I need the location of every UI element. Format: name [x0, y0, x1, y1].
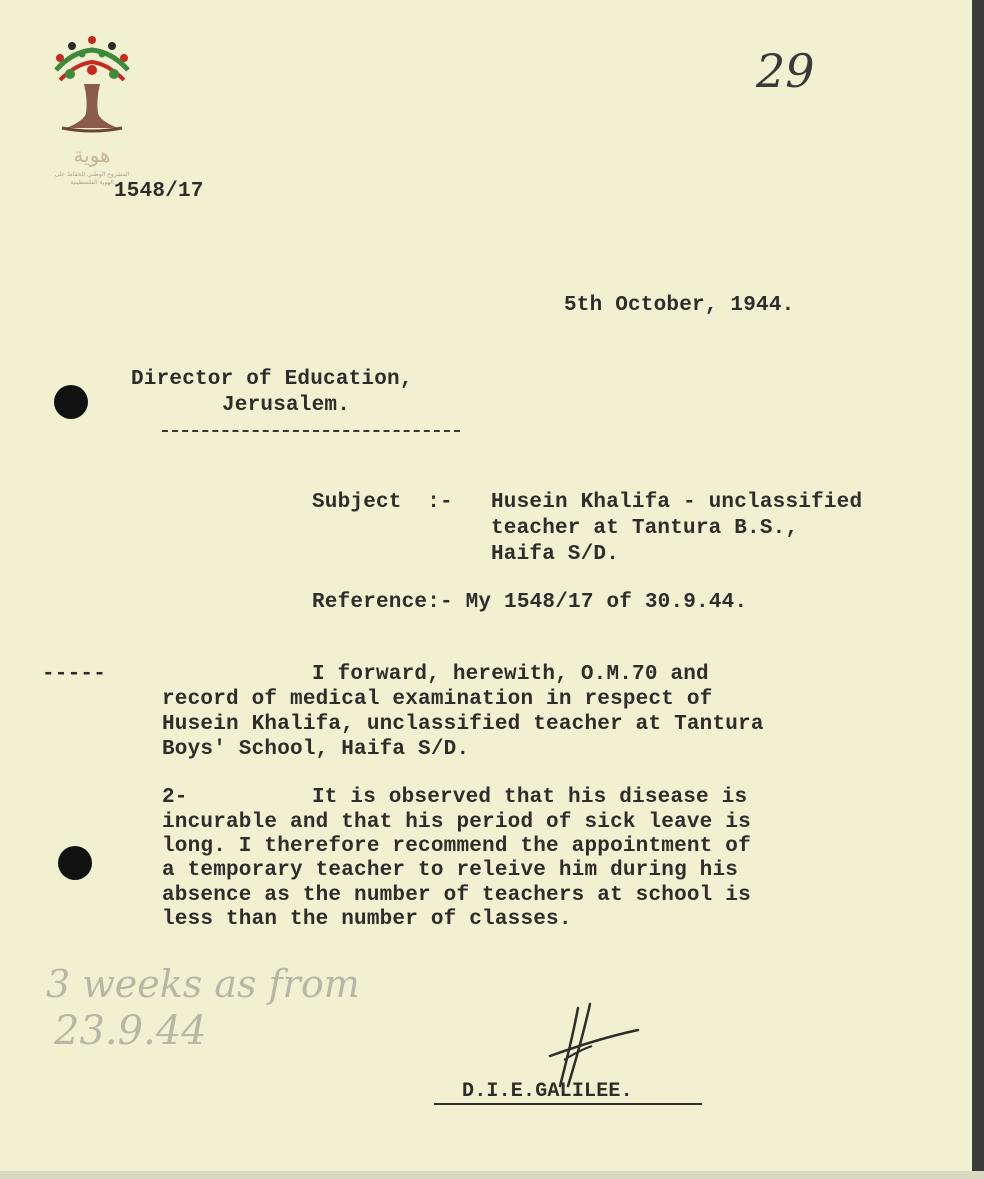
- subject-line: Haifa S/D.: [491, 543, 620, 566]
- signature-name: D.I.E.GALILEE.: [462, 1080, 633, 1103]
- svg-text:هوية: هوية: [73, 143, 111, 167]
- paragraph-line: I forward, herewith, O.M.70 and: [312, 663, 709, 686]
- reference-line: Reference:- My 1548/17 of 30.9.44.: [312, 591, 748, 614]
- recipient-line1: Director of Education,: [131, 368, 413, 391]
- paragraph-line: record of medical examination in respect of: [162, 688, 713, 711]
- tree-logo-icon: [42, 30, 142, 190]
- paragraph-line: Boys' School, Haifa S/D.: [162, 738, 470, 761]
- file-reference: 1548/17: [114, 180, 204, 203]
- paragraph-line: less than the number of classes.: [162, 908, 572, 931]
- page-edge: [972, 0, 984, 1179]
- paragraph-line: a temporary teacher to releive him during his: [162, 859, 739, 882]
- signature-underline: [434, 1103, 702, 1105]
- margin-dashes: -----: [42, 663, 107, 686]
- page-bottom-edge: [0, 1171, 984, 1179]
- punch-hole-top: [54, 385, 88, 419]
- punch-hole-bottom: [58, 846, 92, 880]
- svg-text:الهوية الفلسطينية: الهوية الفلسطينية: [70, 179, 114, 186]
- subject-label: Subject :-: [312, 491, 453, 514]
- recipient-line2: Jerusalem.: [222, 394, 351, 417]
- paragraph-line: Husein Khalifa, unclassified teacher at Tantura: [162, 713, 764, 736]
- handwritten-note-line2: 23.9.44: [54, 1008, 207, 1054]
- tree-logo: [42, 30, 142, 190]
- paragraph-line: absence as the number of teachers at school is: [162, 884, 751, 907]
- page-number: 29: [756, 44, 815, 98]
- paragraph-number: 2-: [162, 786, 188, 809]
- paragraph-line: incurable and that his period of sick leave is: [162, 811, 751, 834]
- handwritten-note-line1: 3 weeks as from: [46, 962, 360, 1006]
- letter-date: 5th October, 1944.: [564, 294, 795, 317]
- paragraph-line: It is observed that his disease is: [312, 786, 748, 809]
- subject-line: Husein Khalifa - unclassified: [491, 491, 863, 514]
- paragraph-line: long. I therefore recommend the appointment of: [162, 835, 751, 858]
- svg-text:المشروع الوطني للحفاظ على: المشروع الوطني للحفاظ على: [54, 171, 130, 178]
- recipient-underline: [162, 430, 460, 432]
- subject-line: teacher at Tantura B.S.,: [491, 517, 799, 540]
